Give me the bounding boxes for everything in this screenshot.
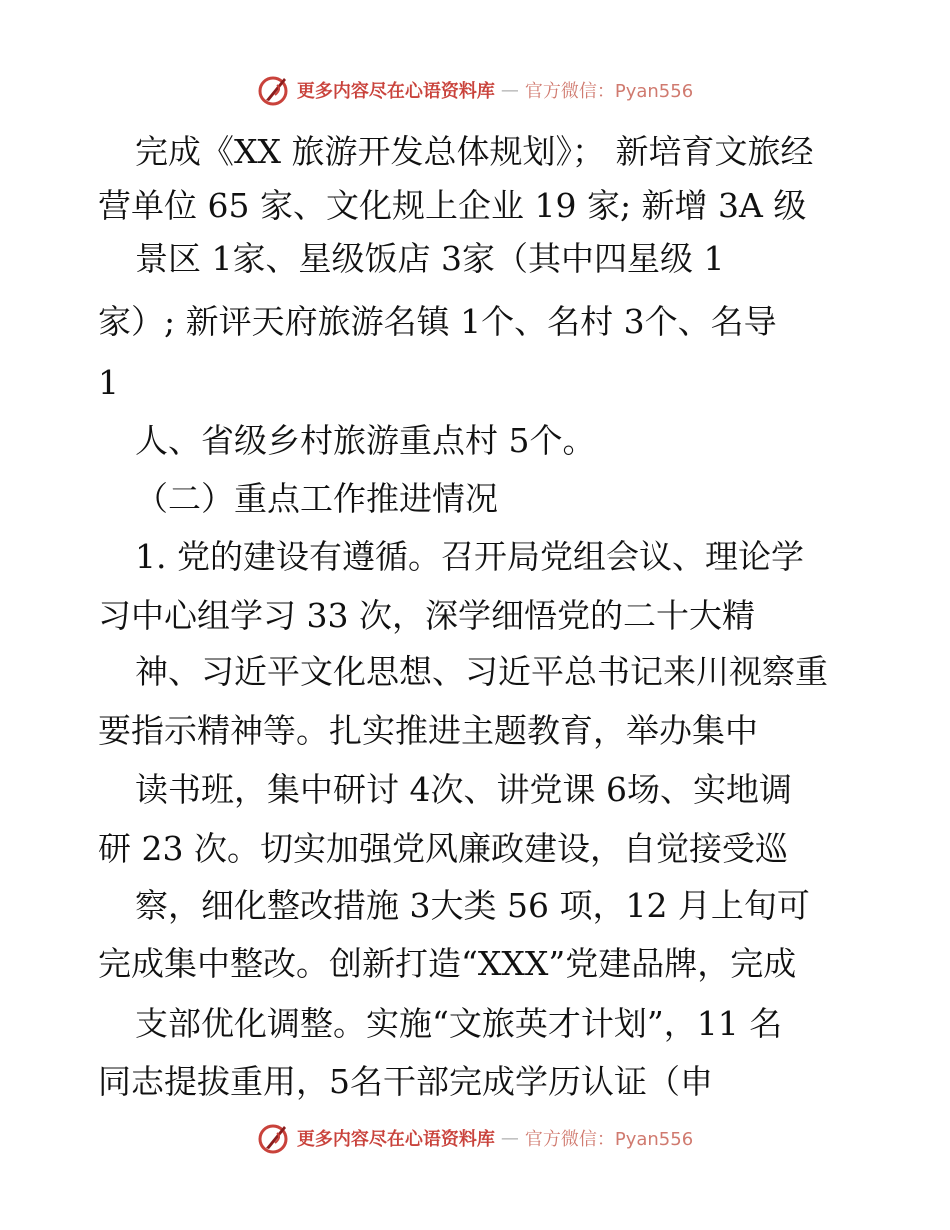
- body-line: 研 23 次。切实加强党风廉政建设，自觉接受巡: [98, 829, 788, 868]
- footer-wechat-text: 官方微信：Pyan556: [524, 1129, 694, 1150]
- body-line: 同志提拔重用，5名干部完成学历认证（申: [98, 1062, 713, 1101]
- header-watermark: [0, 70, 950, 110]
- body-line: 要指示精神等。扎实推进主题教育，举办集中: [98, 711, 758, 750]
- body-line: 支部优化调整。实施“文旅英才计划”，11 名: [135, 1004, 783, 1043]
- body-line: 察，细化整改措施 3大类 56 项，12 月上旬可: [135, 886, 810, 925]
- body-line: 家）; 新评天府旅游名镇 1个、名村 3个、名导: [98, 302, 777, 341]
- body-line: 人、省级乡村旅游重点村 5个。: [135, 421, 596, 460]
- body-line: 景区 1家、星级饭店 3家（其中四星级 1: [135, 239, 725, 278]
- header-wechat-text: 官方微信：Pyan556: [524, 81, 694, 102]
- quill-logo-icon: [257, 1121, 291, 1155]
- footer-watermark: [0, 1118, 950, 1158]
- header-separator: —: [500, 79, 519, 101]
- footer-separator: —: [500, 1127, 519, 1149]
- body-line: 1: [98, 363, 119, 402]
- body-line: 习中心组学习 33 次，深学细悟党的二十大精: [98, 596, 755, 635]
- body-line: 神、习近平文化思想、习近平总书记来川视察重: [135, 652, 828, 691]
- quill-logo-icon: [257, 73, 291, 107]
- header-brand-text: 更多内容尽在心语资料库: [296, 81, 495, 102]
- body-line: 1. 党的建设有遵循。召开局党组会议、理论学: [135, 537, 804, 576]
- footer-brand-text: 更多内容尽在心语资料库: [296, 1129, 495, 1150]
- body-line: 完成《XX 旅游开发总体规划》； 新培育文旅经: [135, 132, 814, 171]
- body-line: 完成集中整改。创新打造“XXX”党建品牌，完成: [98, 944, 797, 983]
- body-line: 读书班，集中研讨 4次、讲党课 6场、实地调: [135, 770, 792, 809]
- body-line: 营单位 65 家、文化规上企业 19 家; 新增 3A 级: [98, 186, 807, 225]
- section-heading: （二）重点工作推进情况: [135, 479, 498, 518]
